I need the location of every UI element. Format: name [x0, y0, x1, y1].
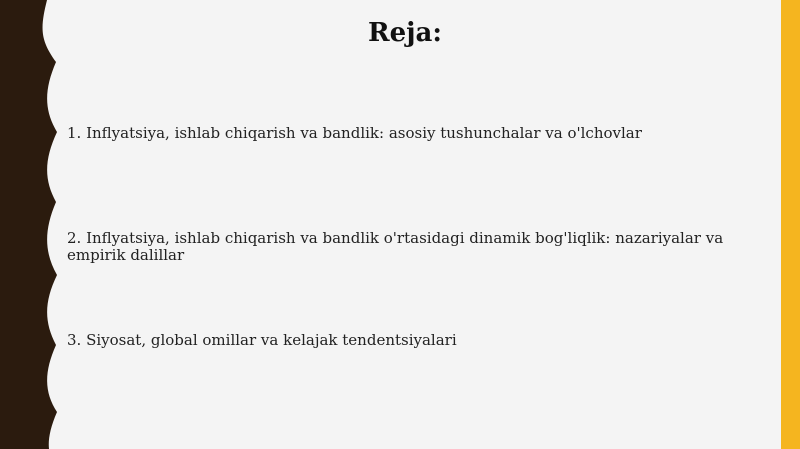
- wavy-band-shape: [0, 0, 57, 449]
- outline-item-1: 1. Inflyatsiya, ishlab chiqarish va bandlik: asosiy tushunchalar va o'lchovlar: [67, 124, 642, 142]
- slide-title: Reja:: [367, 18, 442, 48]
- accent-stripe: [781, 0, 800, 449]
- outline-item-2: 2. Inflyatsiya, ishlab chiqarish va bandlik o'rtasidagi dinamik bog'liqlik: nazariyalar va empirik dalillar: [67, 229, 724, 264]
- decorative-wavy-band: [0, 0, 60, 449]
- outline-item-3: 3. Siyosat, global omillar va kelajak tendentsiyalari: [67, 331, 457, 349]
